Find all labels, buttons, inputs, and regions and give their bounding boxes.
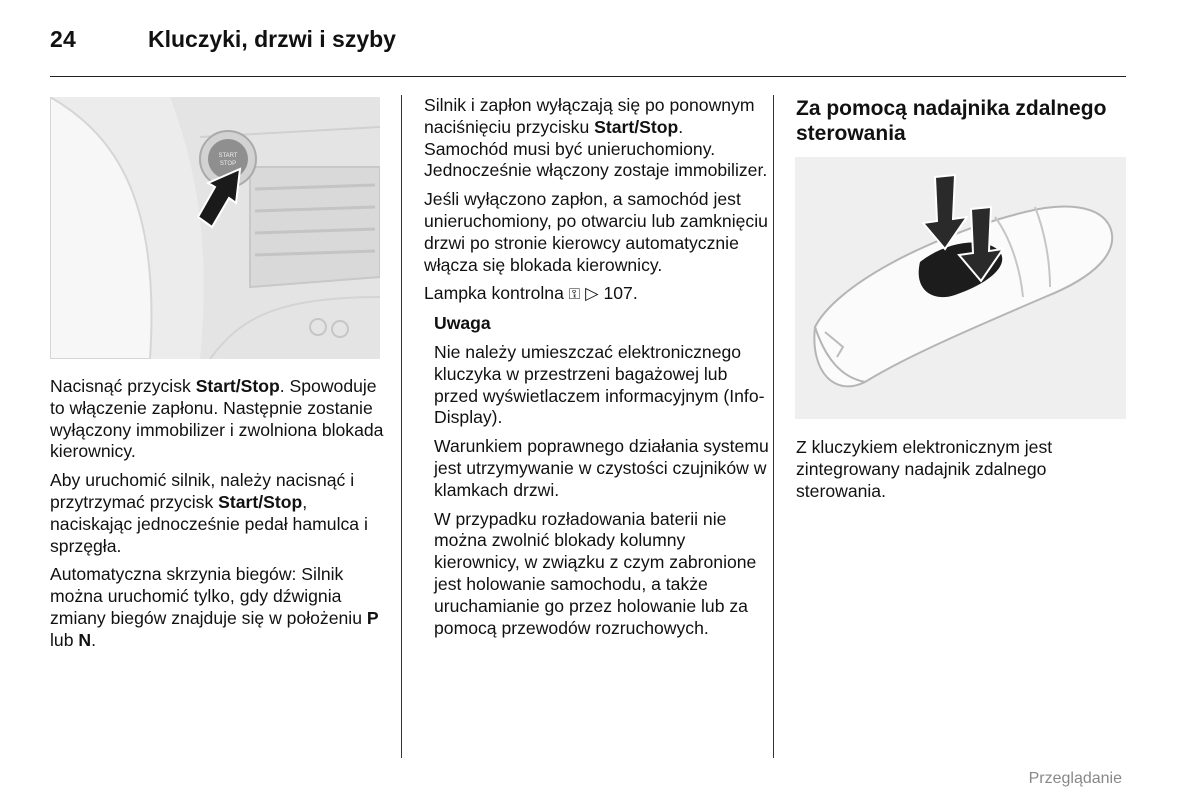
- start-stop-button-illustration: [50, 97, 380, 359]
- middle-column-text: [424, 95, 769, 646]
- key-fob-illustration: [795, 157, 1126, 419]
- svg-text:START: START: [218, 153, 238, 159]
- page-number: 24: [50, 26, 76, 52]
- note-paragraph: Nie należy umieszczać elektronicznego kluczyka w przestrzeni bagażowej lub przed wyświetlaczem informacyjnym (Info-Display).: [434, 341, 765, 428]
- column-divider: [401, 95, 402, 758]
- paragraph: Nacisnąć przycisk Start/Stop. Spowoduje to włączenie zapłonu. Następnie zostanie wyłączony immobilizer i zwolniona blokada kierownicy.: [50, 376, 384, 462]
- paragraph: Z kluczykiem elektronicznym jest zintegrowany nadajnik zdalnego sterowania.: [796, 437, 1053, 501]
- note-paragraph: W przypadku rozładowania baterii nie można zwolnić blokady kolumny kierownicy, w związku z czym zabronione jest holowanie samochodu, a także uruchamianie go przez holowanie lub za pomocą przewodów rozruchowych.: [434, 508, 757, 638]
- browse-link[interactable]: Przeglądanie: [1028, 770, 1122, 787]
- page-reference-arrow-icon[interactable]: ▷: [585, 283, 599, 304]
- section-heading: Za pomocą nadajnika zdalnego sterowania: [796, 97, 1107, 145]
- right-column-text: [796, 437, 1126, 509]
- note-title: Uwaga: [434, 313, 491, 334]
- page-header: [50, 24, 1126, 77]
- note-box: [434, 313, 769, 639]
- paragraph: Jeśli wyłączono zapłon, a samochód jest unieruchomiony, po otwarciu lub zamknięciu drzwi po stronie kierowcy automatycznie włącza się blokada kierownicy.: [424, 189, 768, 275]
- page-title: Kluczyki, drzwi i szyby: [148, 26, 396, 52]
- key-warning-icon: ⚿: [568, 286, 581, 304]
- paragraph: Lampka kontrolna ⚿ ▷ 107.: [424, 283, 769, 306]
- paragraph: Aby uruchomić silnik, należy nacisnąć i przytrzymać przycisk Start/Stop, naciskając jednocześnie pedał hamulca i sprzęgła.: [50, 470, 368, 556]
- svg-text:STOP: STOP: [219, 161, 237, 167]
- paragraph: Automatyczna skrzynia biegów: Silnik można uruchomić tylko, gdy dźwignia zmiany biegów znajduje się w położeniu P lub N.: [50, 564, 379, 650]
- paragraph: Silnik i zapłon wyłączają się po ponownym naciśnięciu przycisku Start/Stop. Samochód musi być unieruchomiony. Jednocześnie włączony zostaje immobilizer.: [424, 95, 768, 181]
- column-divider: [773, 95, 774, 758]
- note-paragraph: Warunkiem poprawnego działania systemu jest utrzymywanie w czystości czujników w klamkach drzwi.: [434, 436, 769, 500]
- left-column-text: [50, 376, 390, 659]
